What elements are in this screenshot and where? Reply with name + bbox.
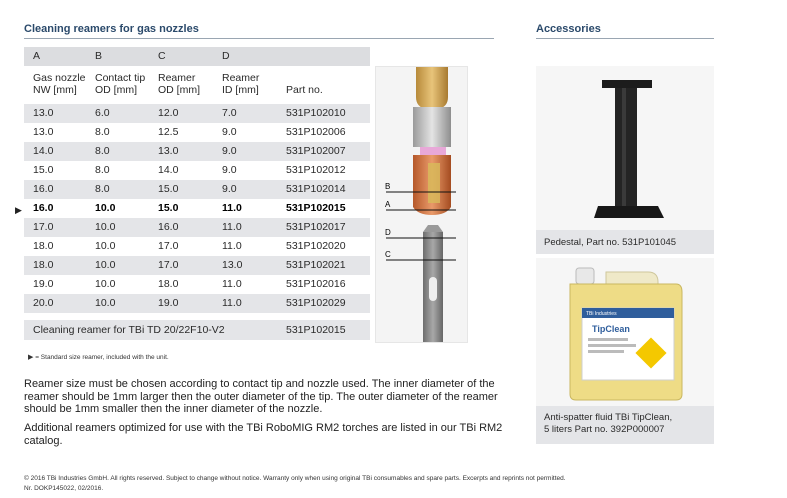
- table-cell: 11.0: [222, 297, 242, 309]
- section-title-reamers: Cleaning reamers for gas nozzles: [24, 23, 199, 35]
- pedestal-image: [536, 66, 714, 230]
- contact-tip: [428, 163, 440, 203]
- header-gas-nozzle: Gas nozzle NW [mm]: [33, 72, 86, 96]
- accessories-rule: [536, 38, 714, 39]
- pedestal-illustration: [536, 66, 714, 230]
- table-row: [24, 161, 370, 180]
- footer-doc-number: Nr. DOKP145022, 02/2016.: [24, 485, 104, 492]
- table-cell: 15.0: [33, 164, 54, 176]
- table-cell: 10.0: [95, 278, 116, 290]
- can-brand: TBi Industries: [586, 311, 617, 317]
- table-cell: 10.0: [95, 240, 116, 252]
- tipclean-image: [536, 258, 714, 406]
- nozzle-insulator: [413, 107, 451, 147]
- table-cell: 531P102029: [286, 297, 346, 309]
- col-letter-d: D: [222, 50, 230, 62]
- table-cell: 11.0: [222, 278, 242, 290]
- label-b: B: [385, 182, 391, 191]
- table-cell: 19.0: [158, 297, 179, 309]
- header-part-no: Part no.: [286, 84, 323, 96]
- table-cell: 531P102020: [286, 240, 346, 252]
- table-cell: 531P102017: [286, 221, 346, 233]
- table-cell: 531P102012: [286, 164, 346, 176]
- reamer-tool-label: Cleaning reamer for TBi TD 20/22F10-V2: [33, 324, 225, 336]
- header-reamer-od: Reamer OD [mm]: [158, 72, 200, 96]
- table-cell: 9.0: [222, 164, 237, 176]
- table-cell: 9.0: [222, 145, 237, 157]
- table-cell: 531P102007: [286, 145, 346, 157]
- table-cell: 9.0: [222, 126, 237, 138]
- table-cell: 20.0: [33, 297, 54, 309]
- table-row: [24, 123, 370, 142]
- table-row: [24, 104, 370, 123]
- table-cell: 13.0: [222, 259, 243, 271]
- table-cell: 531P102014: [286, 183, 346, 195]
- table-cell: 12.5: [158, 126, 179, 138]
- table-cell: 531P102016: [286, 278, 346, 290]
- table-cell: 14.0: [158, 164, 179, 176]
- pedestal-highlight: [622, 88, 626, 206]
- table-cell: 18.0: [158, 278, 179, 290]
- tipclean-caption: [536, 406, 714, 444]
- table-cell: 11.0: [222, 240, 242, 252]
- table-cell: 14.0: [33, 145, 54, 157]
- can-label-line-1: [588, 338, 628, 341]
- reamer-tool-part: 531P102015: [286, 324, 346, 336]
- table-cell: 10.0: [95, 221, 116, 233]
- table-cell: 16.0: [33, 183, 54, 195]
- table-cell: 17.0: [158, 259, 179, 271]
- label-a: A: [385, 200, 391, 209]
- table-cell: 13.0: [158, 145, 179, 157]
- table-cell: 11.0: [222, 221, 242, 233]
- pedestal-top-plate: [602, 80, 652, 88]
- table-cell: 531P102015: [286, 202, 346, 214]
- table-row: [24, 294, 370, 313]
- table-cell: 19.0: [33, 278, 54, 290]
- table-cell: 12.0: [158, 107, 179, 119]
- table-row: [24, 142, 370, 161]
- col-letter-a: A: [33, 50, 41, 62]
- table-cell: 8.0: [95, 164, 110, 176]
- label-c: C: [385, 250, 391, 259]
- reamer-table: [24, 47, 370, 340]
- standard-size-marker: ▶: [15, 205, 22, 215]
- footer-copyright: © 2016 TBi Industries GmbH. All rights reserved. Subject to change without notice. Warranty only when using original TBi consumables and spare parts. Excerpts and reprints not permitted.: [24, 475, 566, 482]
- table-cell: 8.0: [95, 145, 110, 157]
- title-rule: [24, 38, 494, 39]
- header-contact-tip: Contact tip OD [mm]: [95, 72, 146, 96]
- tipclean-can-illustration: [536, 258, 714, 406]
- table-cell: 17.0: [158, 240, 179, 252]
- can-label-line-3: [588, 350, 624, 353]
- note-marker-icon: ▶: [28, 354, 34, 361]
- table-cell: 17.0: [33, 221, 54, 233]
- table-row: [24, 275, 370, 294]
- table-cell: 8.0: [95, 183, 110, 195]
- table-cell: 10.0: [95, 259, 116, 271]
- header-reamer-id: Reamer ID [mm]: [222, 72, 260, 96]
- footer: [24, 474, 764, 494]
- section-title-accessories: Accessories: [536, 23, 601, 35]
- table-row: [24, 180, 370, 199]
- reamer-diagram-illustration: [376, 67, 469, 344]
- can-label-line-2: [588, 344, 636, 347]
- pedestal-caption: Pedestal, Part no. 531P101045: [536, 230, 714, 254]
- table-cell: 9.0: [222, 183, 237, 195]
- reamer-tip: [423, 225, 443, 232]
- label-d: D: [385, 228, 391, 237]
- contact-tip-holder: [420, 147, 446, 155]
- table-cell: 531P102021: [286, 259, 346, 271]
- reamer-diagram: [375, 66, 468, 343]
- table-cell: 18.0: [33, 240, 54, 252]
- table-row: [24, 199, 370, 218]
- table-cell: 13.0: [33, 107, 54, 119]
- table-cell: 7.0: [222, 107, 237, 119]
- can-cap: [576, 268, 594, 284]
- can-product-name: TipClean: [592, 324, 630, 334]
- paragraph-additional-reamers: Additional reamers optimized for use with the TBi RoboMIG RM2 torches are listed in our TBi RM2 catalog.: [24, 422, 503, 447]
- table-cell: 531P102010: [286, 107, 346, 119]
- paragraph-reamer-size: Reamer size must be chosen according to contact tip and nozzle used. The inner diameter of the reamer should be 1mm larger then the outer diameter of the tip. The outer diameter of the reamer should be 1mm smaller then the inner diameter of the nozzle.: [24, 378, 498, 415]
- table-cell: 15.0: [158, 202, 179, 214]
- table-cell: 531P102006: [286, 126, 346, 138]
- reamer-slot: [429, 277, 437, 301]
- pedestal-base: [594, 206, 664, 218]
- table-cell: 6.0: [95, 107, 110, 119]
- note-text: = Standard size reamer, included with the unit.: [33, 354, 169, 361]
- table-cell: 8.0: [95, 126, 110, 138]
- col-letter-b: B: [95, 50, 103, 62]
- table-cell: 10.0: [95, 297, 116, 309]
- torch-body: [416, 67, 448, 109]
- column-letters: [24, 47, 370, 66]
- reamer-tool-row: [24, 320, 370, 340]
- table-cell: 16.0: [33, 202, 54, 214]
- table-row: [24, 256, 370, 275]
- tipclean-caption-line-1: Anti-spatter fluid TBi TipClean,: [544, 412, 673, 423]
- table-cell: 16.0: [158, 221, 179, 233]
- table-row: [24, 218, 370, 237]
- table-row: [24, 237, 370, 256]
- tipclean-caption-line-2: 5 liters Part no. 392P000007: [544, 424, 665, 435]
- table-cell: 15.0: [158, 183, 179, 195]
- column-headers: [24, 66, 370, 104]
- table-cell: 18.0: [33, 259, 54, 271]
- standard-size-note: [28, 353, 169, 361]
- col-letter-c: C: [158, 50, 166, 62]
- table-cell: 11.0: [222, 202, 242, 214]
- table-cell: 13.0: [33, 126, 54, 138]
- table-cell: 10.0: [95, 202, 116, 214]
